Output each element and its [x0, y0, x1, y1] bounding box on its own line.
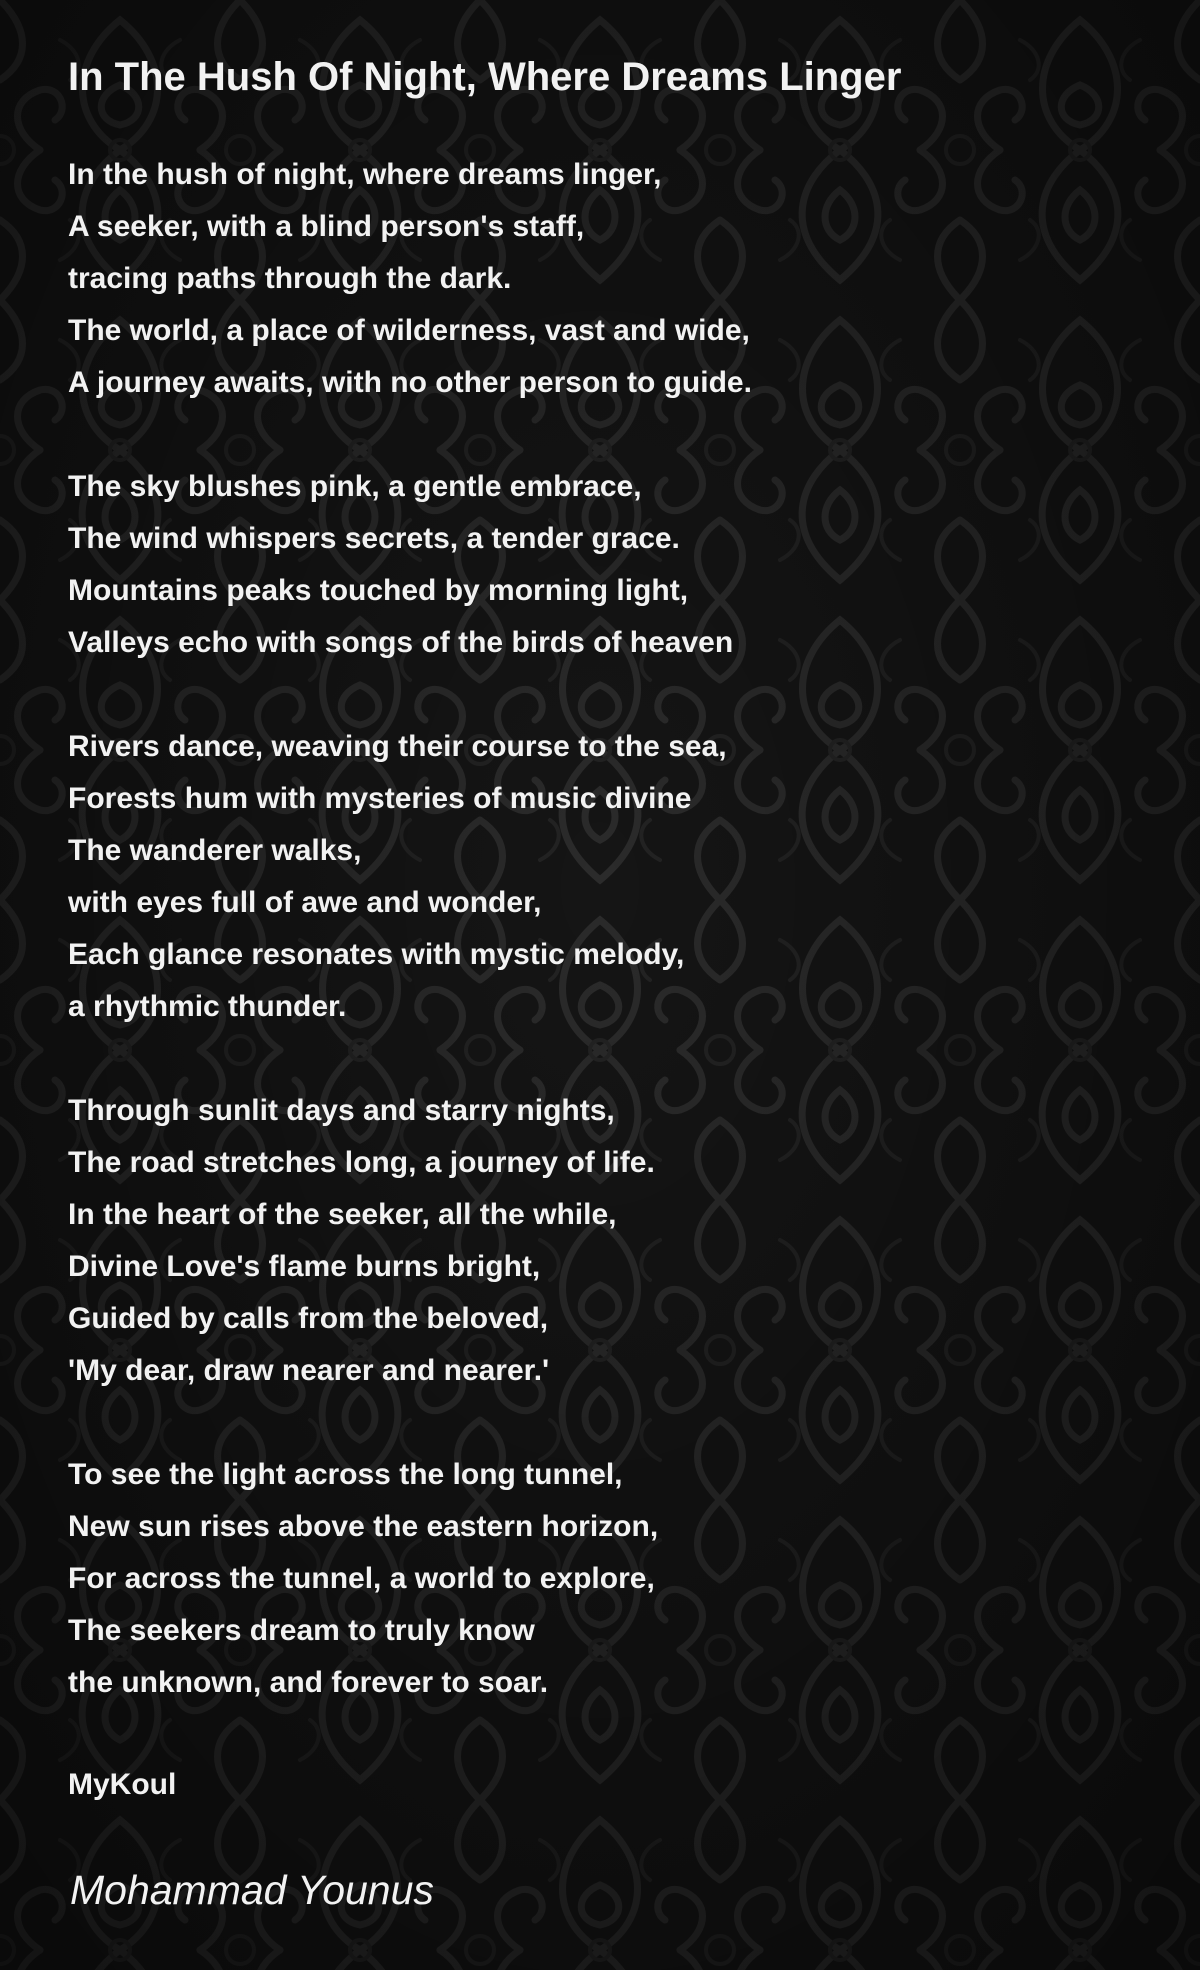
- poem-line: Rivers dance, weaving their course to the sea,: [68, 730, 727, 763]
- poem-line: To see the light across the long tunnel,: [68, 1458, 623, 1491]
- poem-line: The road stretches long, a journey of life.: [68, 1146, 655, 1179]
- poem-line: The world, a place of wilderness, vast and wide,: [68, 314, 750, 347]
- stanza-3: [68, 721, 727, 1033]
- poem-line: Forests hum with mysteries of music divine: [68, 782, 692, 815]
- poem-line: The wanderer walks,: [68, 834, 362, 867]
- poem-line: In the hush of night, where dreams linger,: [68, 158, 662, 191]
- poem-title: In The Hush Of Night, Where Dreams Linger: [68, 55, 902, 99]
- poem-line: A journey awaits, with no other person to guide.: [68, 366, 752, 399]
- poem-line: Mountains peaks touched by morning light,: [68, 574, 689, 607]
- author-name: Mohammad Younus: [70, 1867, 434, 1913]
- poem-line: New sun rises above the eastern horizon,: [68, 1510, 659, 1543]
- poem-line: The sky blushes pink, a gentle embrace,: [68, 470, 642, 503]
- poem-line: 'My dear, draw nearer and nearer.': [68, 1354, 550, 1387]
- poem-line: tracing paths through the dark.: [68, 262, 512, 295]
- poem-line: A seeker, with a blind person's staff,: [68, 210, 585, 243]
- poem-line: with eyes full of awe and wonder,: [68, 886, 542, 919]
- stanza-4: [68, 1085, 655, 1397]
- poem-line: The seekers dream to truly know: [68, 1614, 535, 1647]
- poem-line: Each glance resonates with mystic melody,: [68, 938, 685, 971]
- poem-line: In the heart of the seeker, all the while,: [68, 1198, 617, 1231]
- poem-line: For across the tunnel, a world to explore,: [68, 1562, 655, 1595]
- poem-line: the unknown, and forever to soar.: [68, 1666, 549, 1699]
- poem-signature: MyKoul: [68, 1768, 177, 1801]
- poem-line: Divine Love's flame burns bright,: [68, 1250, 541, 1283]
- poem-line: Guided by calls from the beloved,: [68, 1302, 549, 1335]
- poem-line: a rhythmic thunder.: [68, 990, 347, 1023]
- poem-line: Through sunlit days and starry nights,: [68, 1094, 615, 1127]
- stanza-1: [68, 149, 752, 409]
- poem-line: Valleys echo with songs of the birds of heaven: [68, 626, 734, 659]
- poem-line: The wind whispers secrets, a tender grace.: [68, 522, 680, 555]
- stanza-5: [68, 1449, 658, 1709]
- stanza-2: [68, 461, 733, 669]
